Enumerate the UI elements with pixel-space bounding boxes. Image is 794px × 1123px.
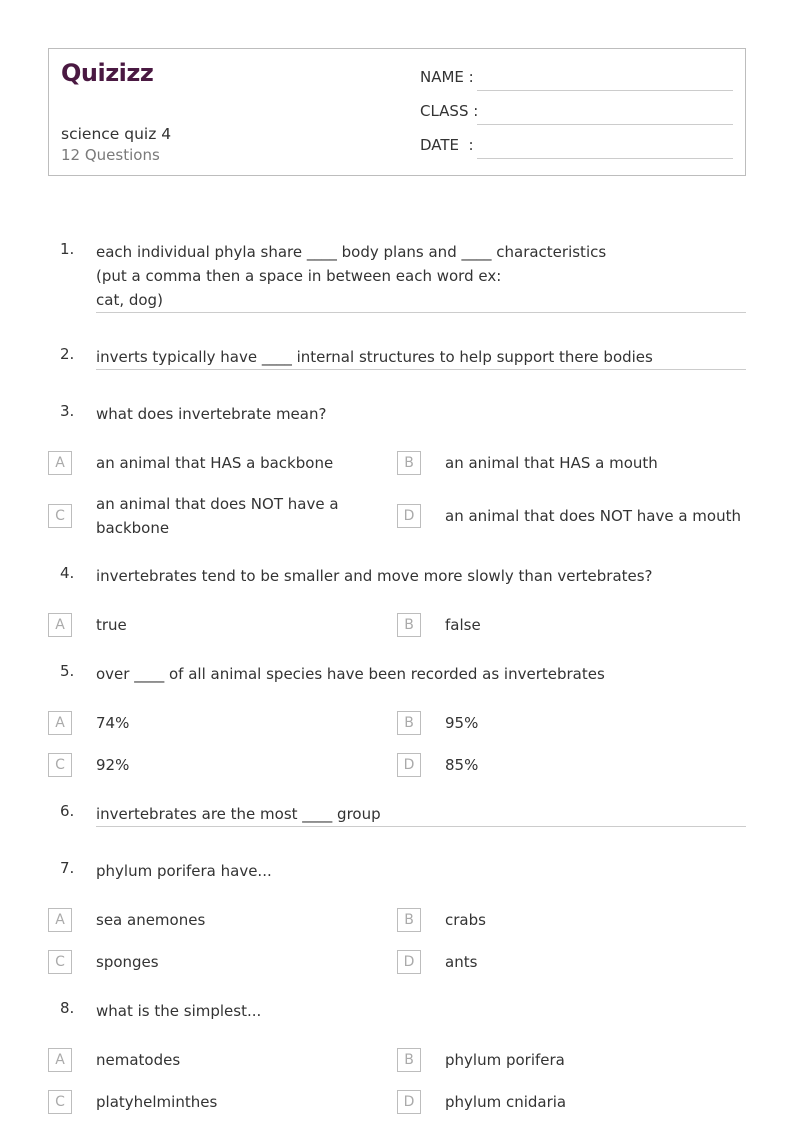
worksheet-header xyxy=(48,48,746,176)
question-line: (put a comma then a space in between each word ex: xyxy=(96,267,502,285)
question-line: each individual phyla share ____ body plans and ____ characteristics xyxy=(96,243,607,261)
option-box[interactable]: A xyxy=(48,613,72,637)
option-box[interactable]: B xyxy=(397,613,421,637)
option-box[interactable]: B xyxy=(397,908,421,932)
option-text: an animal that does NOT have a backbone xyxy=(96,495,339,537)
option-box[interactable]: C xyxy=(48,950,72,974)
option-box[interactable]: D xyxy=(397,1090,421,1114)
question-number: 1. xyxy=(60,240,75,258)
option-text: 95% xyxy=(445,714,479,732)
option-text: ants xyxy=(445,953,478,971)
option-text: false xyxy=(445,616,481,634)
question-text xyxy=(96,240,616,312)
question-number: 2. xyxy=(60,345,75,363)
date-label: DATE : xyxy=(420,136,474,154)
answer-line[interactable] xyxy=(96,369,746,370)
question-number: 5. xyxy=(60,662,75,680)
question-text: over ____ of all animal species have been recorded as invertebrates xyxy=(96,665,605,683)
option-text: platyhelminthes xyxy=(96,1093,218,1111)
question-text: what is the simplest... xyxy=(96,1002,262,1020)
option-box[interactable]: D xyxy=(397,753,421,777)
question-number: 8. xyxy=(60,999,75,1017)
option-text: an animal that HAS a mouth xyxy=(445,454,658,472)
question-line: cat, dog) xyxy=(96,291,163,309)
option-text: 85% xyxy=(445,756,479,774)
option-box[interactable]: A xyxy=(48,1048,72,1072)
option-text: 74% xyxy=(96,714,130,732)
question-text: phylum porifera have... xyxy=(96,862,272,880)
option-box[interactable]: B xyxy=(397,451,421,475)
option-box[interactable]: B xyxy=(397,711,421,735)
option-box[interactable]: D xyxy=(397,504,421,528)
option-box[interactable]: A xyxy=(48,711,72,735)
quizizz-logo: Quizizz xyxy=(61,59,154,87)
name-label: NAME : xyxy=(420,68,474,86)
option-text: nematodes xyxy=(96,1051,181,1069)
option-box[interactable]: C xyxy=(48,1090,72,1114)
option-text: an animal that does NOT have a mouth xyxy=(445,507,741,525)
question-number: 6. xyxy=(60,802,75,820)
question-number: 7. xyxy=(60,859,75,877)
date-field[interactable] xyxy=(477,158,733,159)
question-count: 12 Questions xyxy=(61,146,160,164)
name-field[interactable] xyxy=(477,90,733,91)
option-box[interactable]: D xyxy=(397,950,421,974)
option-box[interactable]: B xyxy=(397,1048,421,1072)
option-text: sea anemones xyxy=(96,911,206,929)
question-text: invertebrates tend to be smaller and move more slowly than vertebrates? xyxy=(96,567,653,585)
question-text: inverts typically have ____ internal structures to help support there bodies xyxy=(96,348,653,366)
answer-line[interactable] xyxy=(96,826,746,827)
answer-line[interactable] xyxy=(96,312,746,313)
class-field[interactable] xyxy=(477,124,733,125)
option-text: 92% xyxy=(96,756,130,774)
question-text: invertebrates are the most ____ group xyxy=(96,805,381,823)
quiz-title: science quiz 4 xyxy=(61,125,172,143)
option-box[interactable]: C xyxy=(48,753,72,777)
option-text: true xyxy=(96,616,127,634)
question-text: what does invertebrate mean? xyxy=(96,405,327,423)
option-text: crabs xyxy=(445,911,486,929)
option-text: an animal that HAS a backbone xyxy=(96,454,334,472)
question-number: 3. xyxy=(60,402,75,420)
option-text: phylum porifera xyxy=(445,1051,565,1069)
option-box[interactable]: A xyxy=(48,908,72,932)
option-box[interactable]: A xyxy=(48,451,72,475)
question-number: 4. xyxy=(60,564,75,582)
class-label: CLASS : xyxy=(420,102,479,120)
option-box[interactable]: C xyxy=(48,504,72,528)
option-text: phylum cnidaria xyxy=(445,1093,567,1111)
option-text: sponges xyxy=(96,953,159,971)
